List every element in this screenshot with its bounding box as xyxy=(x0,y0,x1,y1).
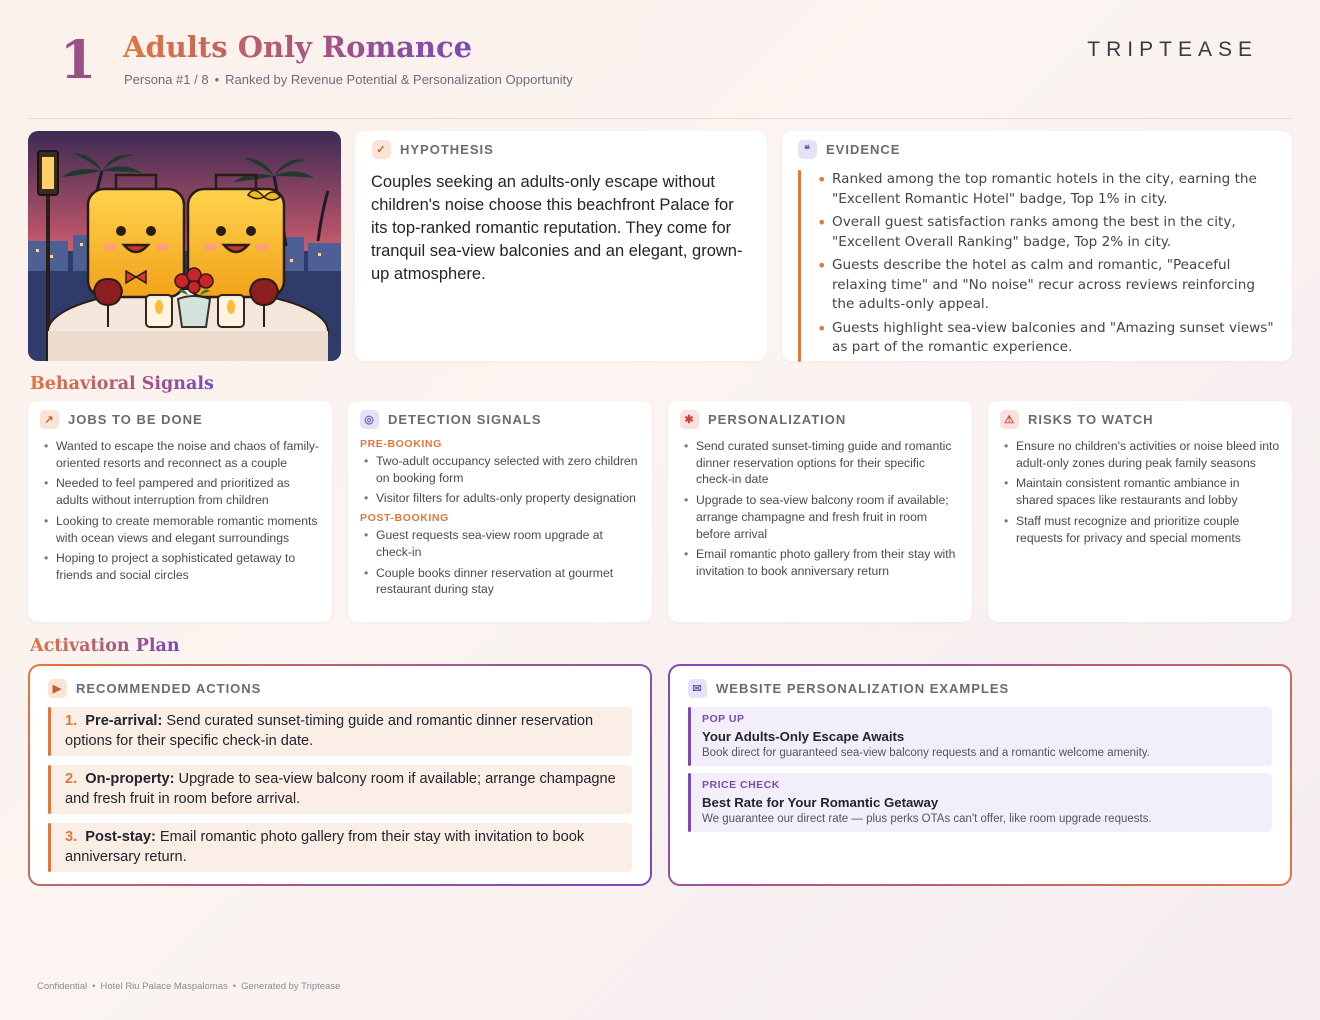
play-icon: ▶ xyxy=(48,679,67,698)
arrow-up-right-icon: ↗ xyxy=(40,410,59,429)
detection-header xyxy=(360,410,640,429)
risk-item: • Staff must recognize and prioritize couple requests for privacy and special moments xyxy=(1000,513,1280,546)
risk-item: • Maintain consistent romantic ambiance in shared spaces like restaurants and lobby xyxy=(1000,475,1280,508)
detection-heading: DETECTION SIGNALS xyxy=(388,412,542,427)
check-icon: ✓ xyxy=(372,140,391,159)
personalization-item: • Send curated sunset-timing guide and romantic dinner reservation options for their specific check-in date xyxy=(680,438,960,488)
hypothesis-header xyxy=(372,140,751,159)
persona-illustration xyxy=(28,131,341,361)
activation-plan-title: Activation Plan xyxy=(30,636,180,656)
personalization-item: • Email romantic photo gallery from their stay with invitation to book anniversary return xyxy=(680,546,960,579)
brand-logo: TRIPTEASE xyxy=(1087,38,1258,61)
detection-card xyxy=(348,401,652,622)
risk-item: • Ensure no children's activities or noise bleed into adult-only zones during peak family seasons xyxy=(1000,438,1280,471)
evidence-body xyxy=(798,170,1274,362)
jobs-item: • Needed to feel pampered and prioritized as adults without interruption from children xyxy=(40,475,320,508)
page-subtitle xyxy=(124,72,573,87)
action-number: 1. xyxy=(65,713,78,729)
personalization-heading: PERSONALIZATION xyxy=(708,412,847,427)
personalization-card xyxy=(668,401,972,622)
example-description: We guarantee our direct rate — plus perks OTAs can't offer, like room upgrade requests. xyxy=(702,813,1152,825)
detection-item: • Visitor filters for adults-only property designation xyxy=(360,490,640,507)
behavioral-signals-title: Behavioral Signals xyxy=(30,374,214,394)
page-header xyxy=(0,0,1320,120)
example-type: PRICE CHECK xyxy=(702,779,780,791)
personalization-header xyxy=(680,410,960,429)
example-title: Best Rate for Your Romantic Getaway xyxy=(702,795,939,810)
hypothesis-text: Couples seeking an adults-only escape without children's noise choose this beachfront Palace for its top-ranked romantic reputation. They come for tranquil sea-view balconies and an elegant, grown-up atmosphere. xyxy=(371,173,743,283)
action-text: Send curated sunset-timing guide and romantic dinner reservation options for their specific check-in date. xyxy=(65,713,594,749)
ranking-text: Ranked by Revenue Potential & Personalization Opportunity xyxy=(225,72,573,87)
example-description: Book direct for guaranteed sea-view balcony requests and a romantic welcome amenity. xyxy=(702,747,1150,759)
pre-booking-list xyxy=(360,453,640,507)
detection-item: • Two-adult occupancy selected with zero children on booking form xyxy=(360,453,640,486)
website-examples-list xyxy=(688,707,1272,832)
hypothesis-card xyxy=(355,131,767,361)
mail-icon: ✉ xyxy=(688,679,707,698)
separator-dot: • xyxy=(232,981,237,992)
jobs-item: • Hoping to project a sophisticated getaway to friends and social circles xyxy=(40,550,320,583)
sparkle-icon: ✱ xyxy=(680,410,699,429)
evidence-card xyxy=(782,131,1292,361)
website-heading: WEBSITE PERSONALIZATION EXAMPLES xyxy=(716,681,1010,696)
post-booking-label: POST-BOOKING xyxy=(360,512,449,525)
actions-heading: RECOMMENDED ACTIONS xyxy=(76,681,262,696)
post-booking-list xyxy=(360,527,640,598)
jobs-item: • Looking to create memorable romantic moments with ocean views and elegant surroundings xyxy=(40,513,320,546)
footer-hotel: Hotel Riu Palace Maspalomas xyxy=(100,981,228,992)
action-label: Pre-arrival: xyxy=(85,713,163,729)
separator-dot: • xyxy=(92,981,96,992)
evidence-item: • Overall guest satisfaction ranks among the best in the city, "Excellent Overall Ranking" badge, Top 2% in city. xyxy=(816,213,1274,252)
personalization-list xyxy=(680,438,960,580)
website-personalization-panel xyxy=(668,664,1292,886)
footer-confidential: Confidential xyxy=(37,981,88,992)
jobs-item: • Wanted to escape the noise and chaos of family-oriented resorts and reconnect as a couple xyxy=(40,438,320,471)
evidence-accent-bar xyxy=(798,170,801,362)
recommended-actions-panel xyxy=(28,664,652,886)
actions-header xyxy=(48,679,632,698)
warning-icon: ⚠ xyxy=(1000,410,1019,429)
example-title: Your Adults-Only Escape Awaits xyxy=(702,729,905,744)
risks-header xyxy=(1000,410,1280,429)
quote-icon: ❝ xyxy=(798,140,817,159)
website-header xyxy=(688,679,1272,698)
detection-item: • Guest requests sea-view room upgrade at check-in xyxy=(360,527,640,560)
evidence-item: • Ranked among the top romantic hotels in the city, earning the "Excellent Romantic Hotel" badge, Top 1% in city. xyxy=(816,170,1274,209)
couple-suitcases-illustration xyxy=(28,131,341,361)
action-text: Upgrade to sea-view balcony room if available; arrange champagne and fresh fruit in room before arrival. xyxy=(65,771,616,807)
jobs-card xyxy=(28,401,332,622)
action-item xyxy=(48,823,632,872)
footer-generated: Generated by Triptease xyxy=(241,981,341,992)
evidence-item: • Guests describe the hotel as calm and romantic, "Peaceful relaxing time" and "No noise" recur across reviews reinforcing the adults-only appeal. xyxy=(816,256,1274,315)
action-text: Email romantic photo gallery from their stay with invitation to book anniversary return. xyxy=(65,829,585,865)
page-title: Adults Only Romance xyxy=(123,30,473,64)
evidence-header xyxy=(798,140,1274,159)
jobs-list xyxy=(40,438,320,584)
personalization-item: • Upgrade to sea-view balcony room if available; arrange champagne and fresh fruit in room before arrival xyxy=(680,492,960,542)
action-label: Post-stay: xyxy=(85,829,156,845)
pre-booking-label: PRE-BOOKING xyxy=(360,438,442,450)
jobs-header xyxy=(40,410,320,429)
header-divider xyxy=(28,118,1292,119)
website-example-price-check xyxy=(688,773,1272,832)
risks-card xyxy=(988,401,1292,622)
actions-list xyxy=(48,707,632,872)
action-number: 3. xyxy=(65,829,78,845)
hypothesis-heading: HYPOTHESIS xyxy=(400,142,494,157)
persona-label: Persona #1 / 8 xyxy=(124,72,209,87)
risks-list xyxy=(1000,438,1280,546)
persona-number: 1 xyxy=(60,30,97,91)
target-icon: ◎ xyxy=(360,410,379,429)
action-item xyxy=(48,707,632,756)
jobs-heading: JOBS TO BE DONE xyxy=(68,412,203,427)
evidence-item: • Guests highlight sea-view balconies and "Amazing sunset views" as part of the romantic experience. xyxy=(816,319,1274,358)
risks-heading: RISKS TO WATCH xyxy=(1028,412,1154,427)
page-footer xyxy=(37,981,340,992)
action-number: 2. xyxy=(65,771,78,787)
evidence-heading: EVIDENCE xyxy=(826,142,901,157)
example-type: POP UP xyxy=(702,713,745,725)
action-label: On-property: xyxy=(85,771,175,787)
website-example-popup xyxy=(688,707,1272,766)
evidence-list xyxy=(816,170,1274,362)
action-item xyxy=(48,765,632,814)
separator-dot: • xyxy=(214,72,220,87)
detection-item: • Couple books dinner reservation at gourmet restaurant during stay xyxy=(360,565,640,598)
